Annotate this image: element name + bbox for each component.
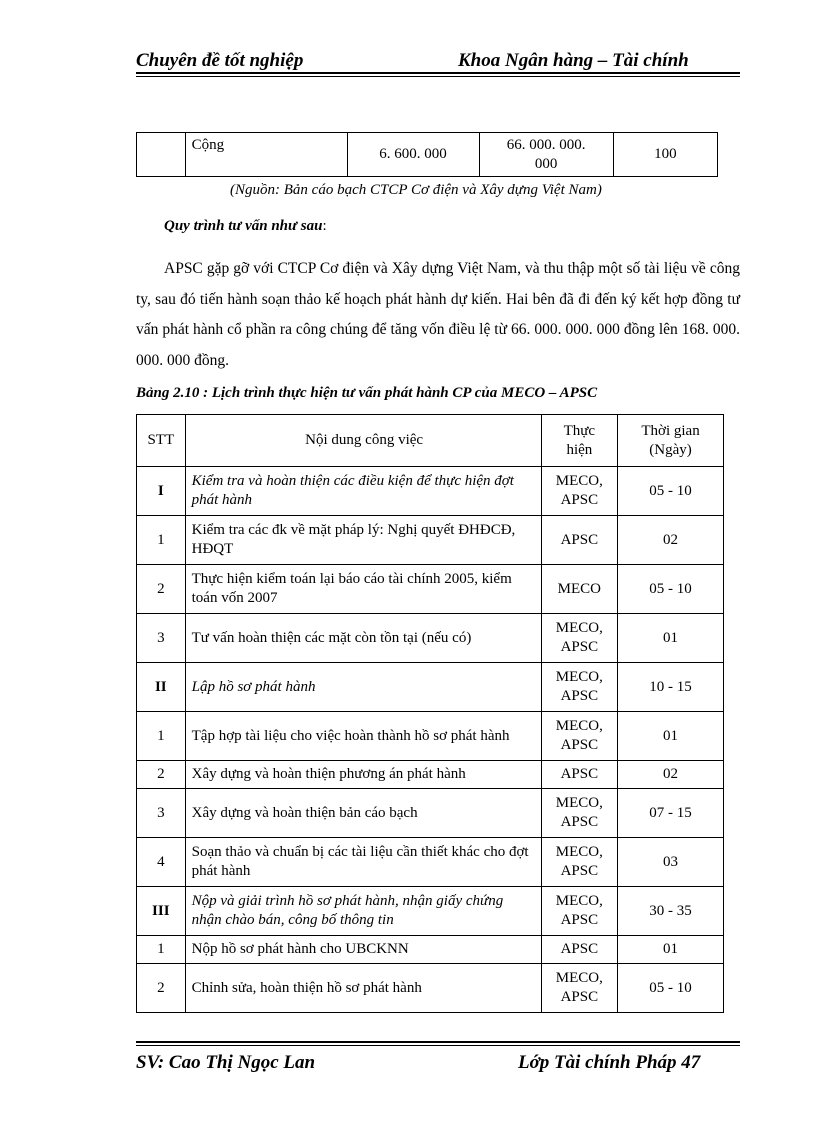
- row-performer: APSC: [541, 761, 617, 789]
- row-performer: MECO, APSC: [541, 614, 617, 663]
- total-shares-cell: 6. 600. 000: [347, 133, 479, 177]
- row-content: Nộp và giải trình hồ sơ phát hành, nhận giấy chứng nhận chào bán, công bố thông tin: [185, 887, 541, 936]
- header-rule-thin: [136, 76, 740, 77]
- total-value-line2: 000: [534, 155, 558, 172]
- row-time: 03: [618, 838, 724, 887]
- header-content: Nội dung công việc: [185, 415, 541, 467]
- row-stt: 2: [137, 761, 186, 789]
- footer-rule-thin: [136, 1045, 740, 1046]
- header-right-title: Khoa Ngân hàng – Tài chính: [458, 50, 689, 71]
- table-row: [137, 789, 724, 838]
- total-percent-cell: 100: [613, 133, 717, 177]
- row-stt: III: [137, 887, 186, 936]
- header-time: [618, 415, 724, 467]
- table-caption: Bảng 2.10 : Lịch trình thực hiện tư vấn phát hành CP của MECO – APSC: [136, 385, 598, 401]
- table-row: [137, 761, 724, 789]
- row-performer: MECO, APSC: [541, 712, 617, 761]
- schedule-table: [136, 414, 724, 1013]
- paragraph-text: APSC gặp gỡ với CTCP Cơ điện và Xây dựng Việt Nam, và thu thập một số tài liệu về công ty, sau đó tiến hành soạn thảo kế hoạch phát hành dự kiến. Hai bên đã đi đến ký kết hợp đồng tư vấn phát hành cổ phần ra công chúng để tăng vốn điều lệ từ 66. 000. 000. 000 đồng lên 168. 000. 000. 000 đồng.: [136, 260, 740, 369]
- row-content: Chỉnh sửa, hoàn thiện hồ sơ phát hành: [185, 964, 541, 1013]
- table-row: [137, 936, 724, 964]
- row-stt: 2: [137, 964, 186, 1013]
- row-stt: 1: [137, 712, 186, 761]
- row-time: 01: [618, 614, 724, 663]
- row-content: Xây dựng và hoàn thiện phương án phát hành: [185, 761, 541, 789]
- row-performer: MECO, APSC: [541, 789, 617, 838]
- table-row: [137, 565, 724, 614]
- row-performer: MECO, APSC: [541, 467, 617, 516]
- row-content: Tư vấn hoàn thiện các mặt còn tồn tại (nếu có): [185, 614, 541, 663]
- row-time: 02: [618, 516, 724, 565]
- row-performer: MECO, APSC: [541, 838, 617, 887]
- row-stt: II: [137, 663, 186, 712]
- table-cell: [137, 133, 186, 177]
- total-value-cell: [479, 133, 613, 177]
- row-time: 05 - 10: [618, 467, 724, 516]
- header-left-title: Chuyên đề tốt nghiệp: [136, 50, 304, 71]
- table-row: [137, 516, 724, 565]
- row-stt: I: [137, 467, 186, 516]
- table-header-row: [137, 415, 724, 467]
- header-time-line2: (Ngày): [649, 441, 692, 458]
- table-row: [137, 964, 724, 1013]
- row-time: 01: [618, 936, 724, 964]
- row-performer: APSC: [541, 516, 617, 565]
- row-stt: 3: [137, 614, 186, 663]
- row-performer: MECO, APSC: [541, 964, 617, 1013]
- row-performer: MECO, APSC: [541, 887, 617, 936]
- row-content: Soạn thảo và chuẩn bị các tài liệu cần thiết khác cho đợt phát hành: [185, 838, 541, 887]
- row-content: Tập hợp tài liệu cho việc hoàn thành hồ sơ phát hành: [185, 712, 541, 761]
- row-content: Lập hồ sơ phát hành: [185, 663, 541, 712]
- row-time: 05 - 10: [618, 964, 724, 1013]
- header-performer-line2: hiện: [566, 441, 593, 458]
- table-row: [137, 467, 724, 516]
- row-content: Nộp hồ sơ phát hành cho UBCKNN: [185, 936, 541, 964]
- row-time: 07 - 15: [618, 789, 724, 838]
- footer-rule: [136, 1041, 740, 1043]
- body-paragraph: [136, 254, 740, 376]
- table-row: [137, 663, 724, 712]
- row-content: Kiểm tra và hoàn thiện các điều kiện để thực hiện đợt phát hành: [185, 467, 541, 516]
- footer-class-page: Lớp Tài chính Pháp 47: [518, 1052, 701, 1073]
- header-rule: [136, 72, 740, 74]
- row-time: 01: [618, 712, 724, 761]
- table-row: [137, 614, 724, 663]
- row-time: 05 - 10: [618, 565, 724, 614]
- footer-student-name: SV: Cao Thị Ngọc Lan: [136, 1052, 316, 1073]
- table-row: [137, 838, 724, 887]
- table-row: [137, 133, 718, 177]
- row-content: Thực hiện kiểm toán lại báo cáo tài chính 2005, kiểm toán vốn 2007: [185, 565, 541, 614]
- table-row: [137, 712, 724, 761]
- row-performer: APSC: [541, 936, 617, 964]
- header-performer-line1: Thực: [563, 422, 596, 439]
- row-stt: 1: [137, 936, 186, 964]
- summary-table: [136, 132, 718, 177]
- process-title-text: Quy trình tư vấn như sau: [164, 218, 323, 234]
- process-title-colon: :: [322, 218, 327, 234]
- source-note: (Nguồn: Bản cáo bạch CTCP Cơ điện và Xây dựng Việt Nam): [230, 182, 602, 198]
- row-content: Xây dựng và hoàn thiện bản cáo bạch: [185, 789, 541, 838]
- header-time-line1: Thời gian: [641, 422, 700, 439]
- header-performer: [541, 415, 617, 467]
- header-stt: STT: [137, 415, 186, 467]
- row-stt: 1: [137, 516, 186, 565]
- row-time: 02: [618, 761, 724, 789]
- row-time: 10 - 15: [618, 663, 724, 712]
- row-performer: MECO, APSC: [541, 663, 617, 712]
- total-value-line1: 66. 000. 000.: [506, 136, 586, 153]
- row-content: Kiểm tra các đk về mặt pháp lý: Nghị quyết ĐHĐCĐ, HĐQT: [185, 516, 541, 565]
- row-time: 30 - 35: [618, 887, 724, 936]
- row-performer: MECO: [541, 565, 617, 614]
- row-stt: 4: [137, 838, 186, 887]
- total-label-cell: Cộng: [185, 133, 347, 177]
- process-title: [164, 218, 327, 235]
- row-stt: 3: [137, 789, 186, 838]
- table-row: [137, 887, 724, 936]
- row-stt: 2: [137, 565, 186, 614]
